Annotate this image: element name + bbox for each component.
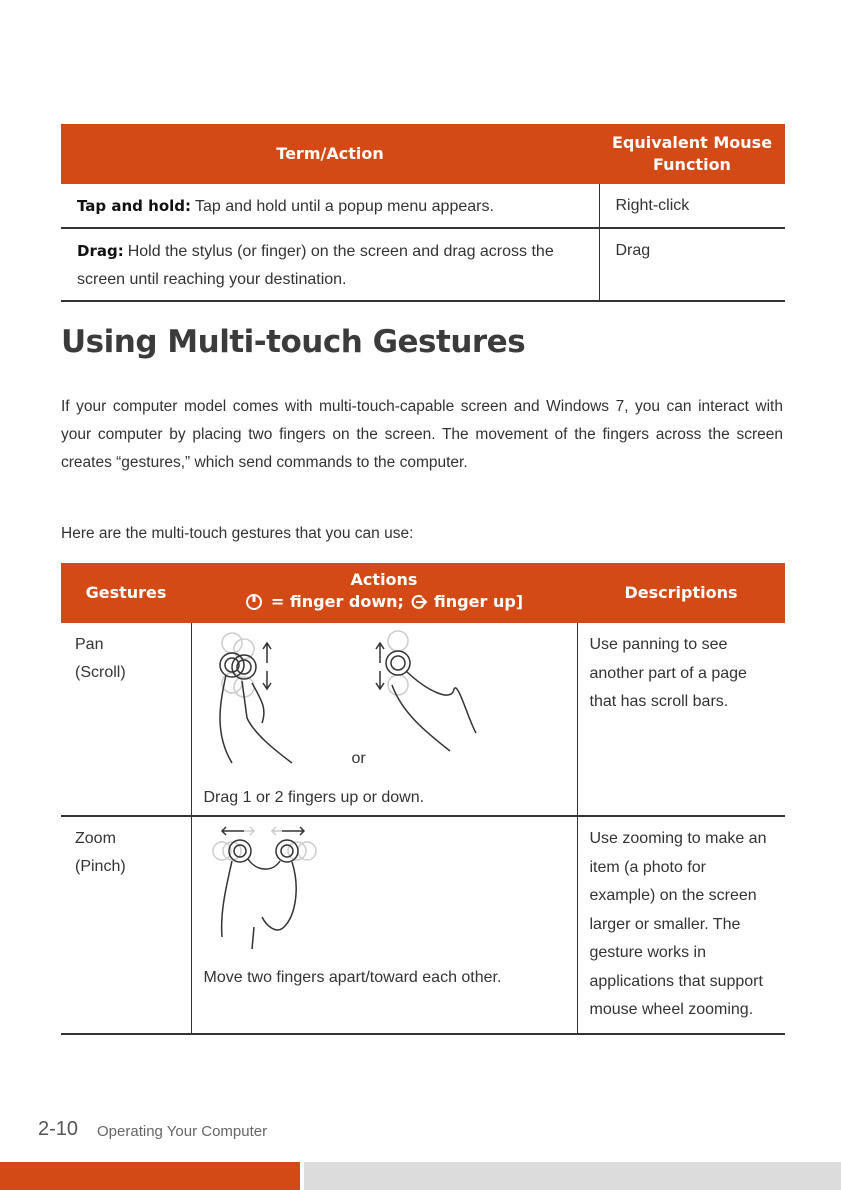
gestures-header: Gestures — [61, 563, 191, 623]
table-row — [61, 623, 785, 816]
finger-down-legend: = finger down; — [270, 592, 404, 611]
page-number: 2-10 — [38, 1118, 79, 1140]
actions-legend — [245, 591, 523, 613]
gesture-action-cell — [191, 623, 577, 816]
term-label: Tap and hold: — [77, 197, 192, 215]
mouse-function: Drag — [599, 228, 785, 301]
gesture-name: Zoom — [75, 830, 116, 847]
gesture-description: Use panning to see another part of a page that has scroll bars. — [589, 636, 747, 710]
gesture-name: Pan — [75, 636, 104, 653]
terms-header-mouse: Equivalent Mouse Function — [599, 124, 785, 184]
footer-accent-bar — [0, 1162, 300, 1190]
finger-up-legend: finger up] — [433, 592, 524, 611]
footer-gray-bar — [304, 1162, 841, 1190]
gesture-alt-name: (Pinch) — [75, 858, 126, 875]
zoom-gesture-illustration — [192, 817, 562, 957]
gesture-caption: Drag 1 or 2 fingers up or down. — [203, 789, 425, 806]
term-cell — [61, 184, 599, 228]
term-label: Drag: — [77, 242, 124, 260]
term-description: Tap and hold until a popup menu appears. — [195, 198, 494, 215]
lead-paragraph: Here are the multi-touch gestures that you can use: — [61, 525, 414, 542]
or-label: or — [351, 750, 366, 767]
actions-header-title: Actions — [350, 570, 418, 589]
finger-up-icon — [408, 593, 430, 611]
pan-gesture-illustration — [192, 623, 562, 773]
gesture-name-cell — [61, 816, 191, 1034]
table-row — [61, 184, 785, 228]
table-row — [61, 228, 785, 301]
terms-header-action: Term/Action — [61, 124, 599, 184]
gesture-description: Use zooming to make an item (a photo for example) on the screen larger or smaller. The gesture works in applications that support mouse wheel zooming. — [589, 830, 767, 1018]
gestures-table — [61, 563, 785, 1035]
gesture-name-cell — [61, 623, 191, 816]
mouse-function: Right-click — [599, 184, 785, 228]
gesture-description-cell — [577, 816, 785, 1034]
gesture-description-cell — [577, 623, 785, 816]
finger-down-icon — [245, 593, 267, 611]
gesture-alt-name: (Scroll) — [75, 664, 126, 681]
gesture-caption: Move two fingers apart/toward each other. — [203, 969, 502, 986]
descriptions-header: Descriptions — [577, 563, 785, 623]
term-description: Hold the stylus (or finger) on the screen and drag across the screen until reaching your destination. — [77, 243, 554, 288]
term-cell — [61, 228, 599, 301]
chapter-title: Operating Your Computer — [97, 1123, 268, 1140]
gesture-action-cell — [191, 816, 577, 1034]
terms-table — [61, 124, 785, 302]
intro-paragraph: If your computer model comes with multi-touch-capable screen and Windows 7, you can interact with your computer by placing two fingers on the screen. The movement of the fingers across the screen creates “gestures,” which send commands to the computer. — [61, 398, 783, 471]
actions-header — [191, 563, 577, 623]
table-row — [61, 816, 785, 1034]
section-heading: Using Multi-touch Gestures — [61, 324, 526, 360]
